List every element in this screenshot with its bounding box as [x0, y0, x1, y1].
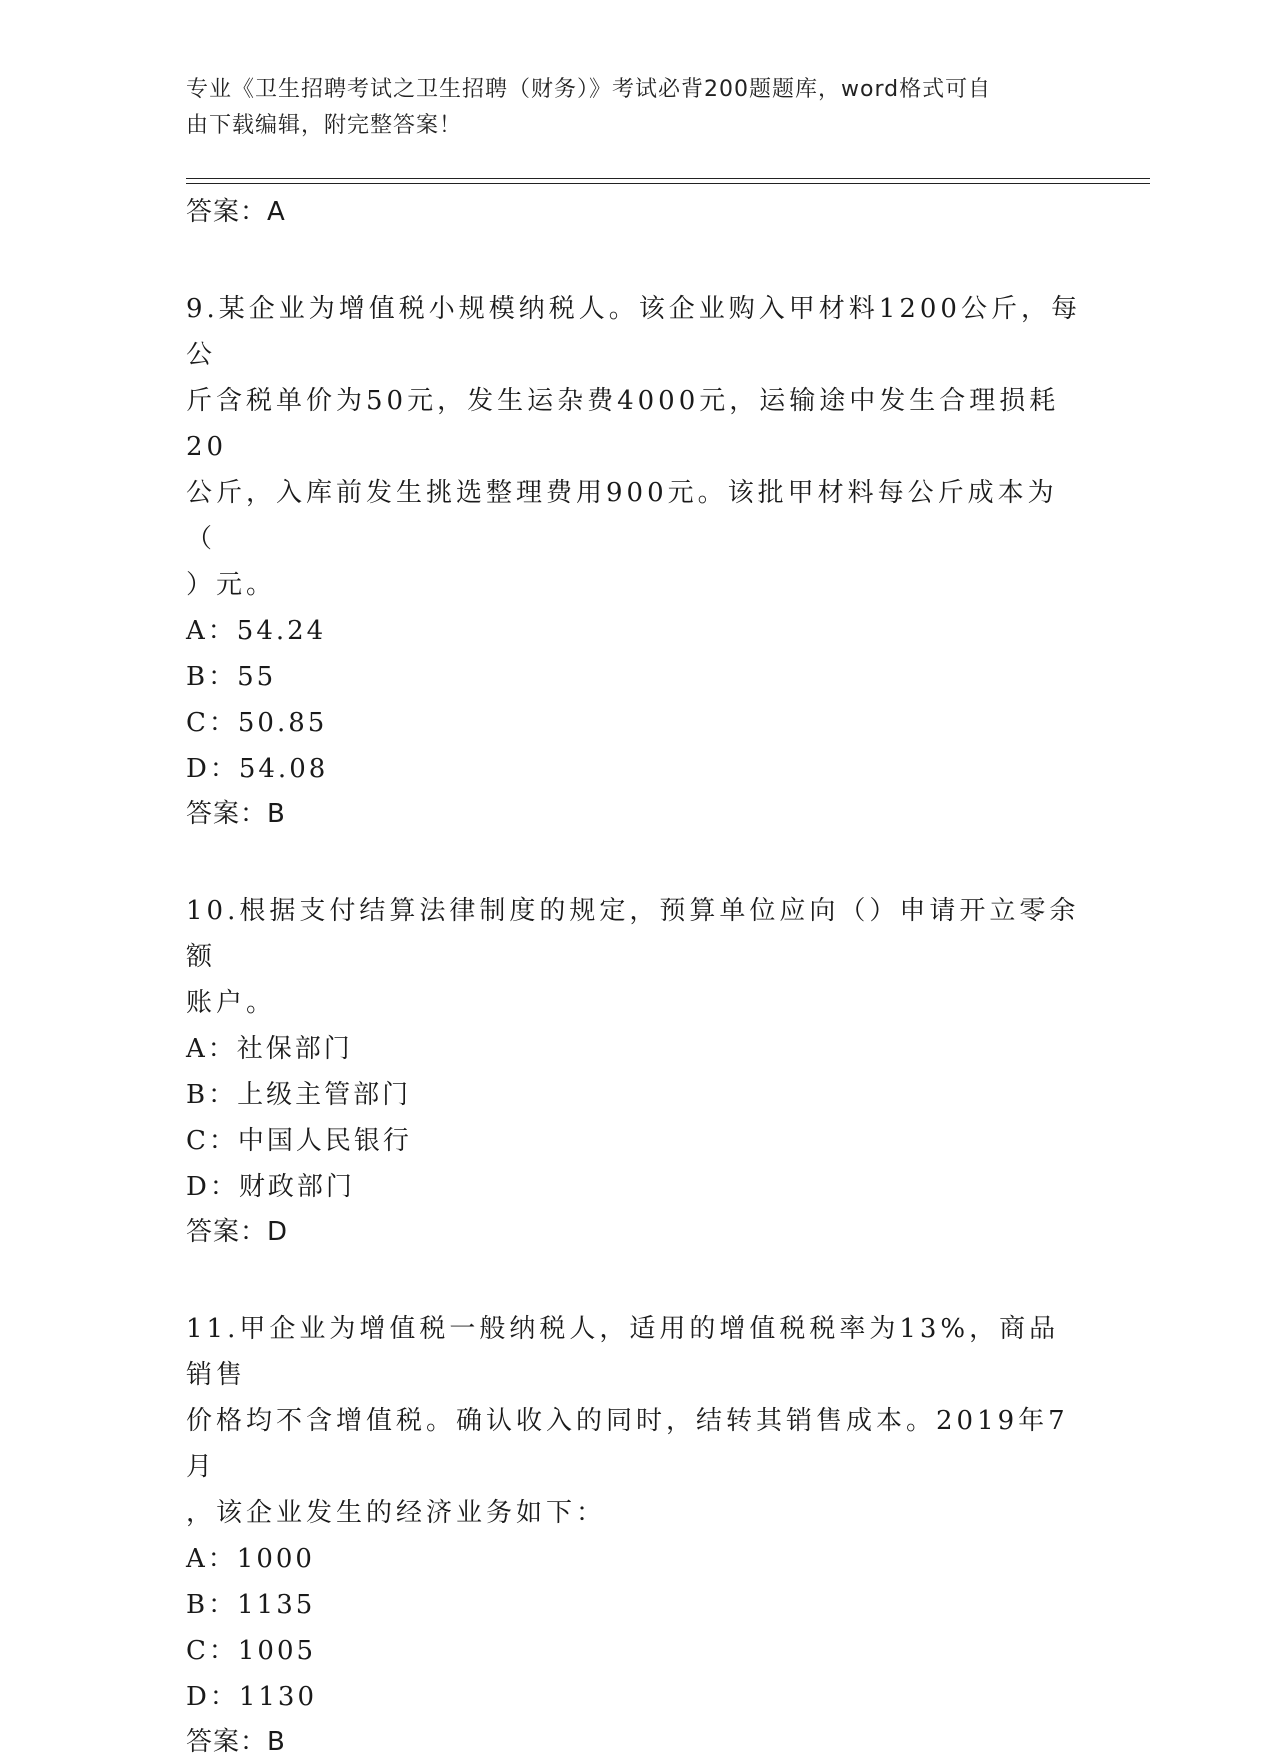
question-list	[186, 190, 1086, 1764]
stem-line: ）元。	[186, 570, 277, 600]
option-a: A：社保部门	[186, 1034, 353, 1064]
header-divider-top	[186, 178, 1150, 179]
stem-line: 11.甲企业为增值税一般纳税人，适用的增值税税率为13%，商品销售	[186, 1314, 1060, 1390]
question-stem	[186, 1306, 1086, 1536]
answer-line: 答案：B	[186, 799, 286, 829]
option-d: D：1130	[186, 1682, 318, 1712]
question-stem	[186, 286, 1086, 608]
header-divider-bottom	[186, 183, 1150, 184]
answer-line: 答案：B	[186, 1727, 286, 1757]
document-header	[186, 72, 1066, 144]
option-c: C：1005	[186, 1636, 317, 1666]
stem-line: 账户。	[186, 988, 277, 1018]
question-10	[186, 888, 1086, 1254]
header-line-1: 专业《卫生招聘考试之卫生招聘（财务）》考试必背200题题库，word格式可自	[186, 77, 992, 102]
header-line-2: 由下载编辑，附完整答案！	[186, 113, 463, 138]
question-9	[186, 286, 1086, 836]
option-b: B：55	[186, 662, 277, 692]
answer-line: 答案：D	[186, 1217, 289, 1247]
option-c: C：50.85	[186, 708, 328, 738]
option-c: C：中国人民银行	[186, 1126, 412, 1156]
option-d: D：财政部门	[186, 1172, 355, 1202]
option-b: B：上级主管部门	[186, 1080, 412, 1110]
stem-line: 公斤，入库前发生挑选整理费用900元。该批甲材料每公斤成本为（	[186, 478, 1058, 554]
stem-line: 斤含税单价为50元，发生运杂费4000元，运输途中发生合理损耗20	[186, 386, 1060, 462]
question-stem	[186, 888, 1086, 1026]
option-a: A：1000	[186, 1544, 315, 1574]
option-a: A：54.24	[186, 616, 327, 646]
stem-line: 9.某企业为增值税小规模纳税人。该企业购入甲材料1200公斤，每公	[186, 294, 1081, 370]
option-d: D：54.08	[186, 754, 329, 784]
answer-line: 答案：A	[186, 197, 286, 227]
option-b: B：1135	[186, 1590, 316, 1620]
stem-line: ，该企业发生的经济业务如下：	[186, 1498, 607, 1528]
stem-line: 价格均不含增值税。确认收入的同时，结转其销售成本。2019年7月	[186, 1406, 1069, 1482]
stem-line: 10.根据支付结算法律制度的规定，预算单位应向（）申请开立零余额	[186, 896, 1080, 972]
question-11	[186, 1306, 1086, 1764]
